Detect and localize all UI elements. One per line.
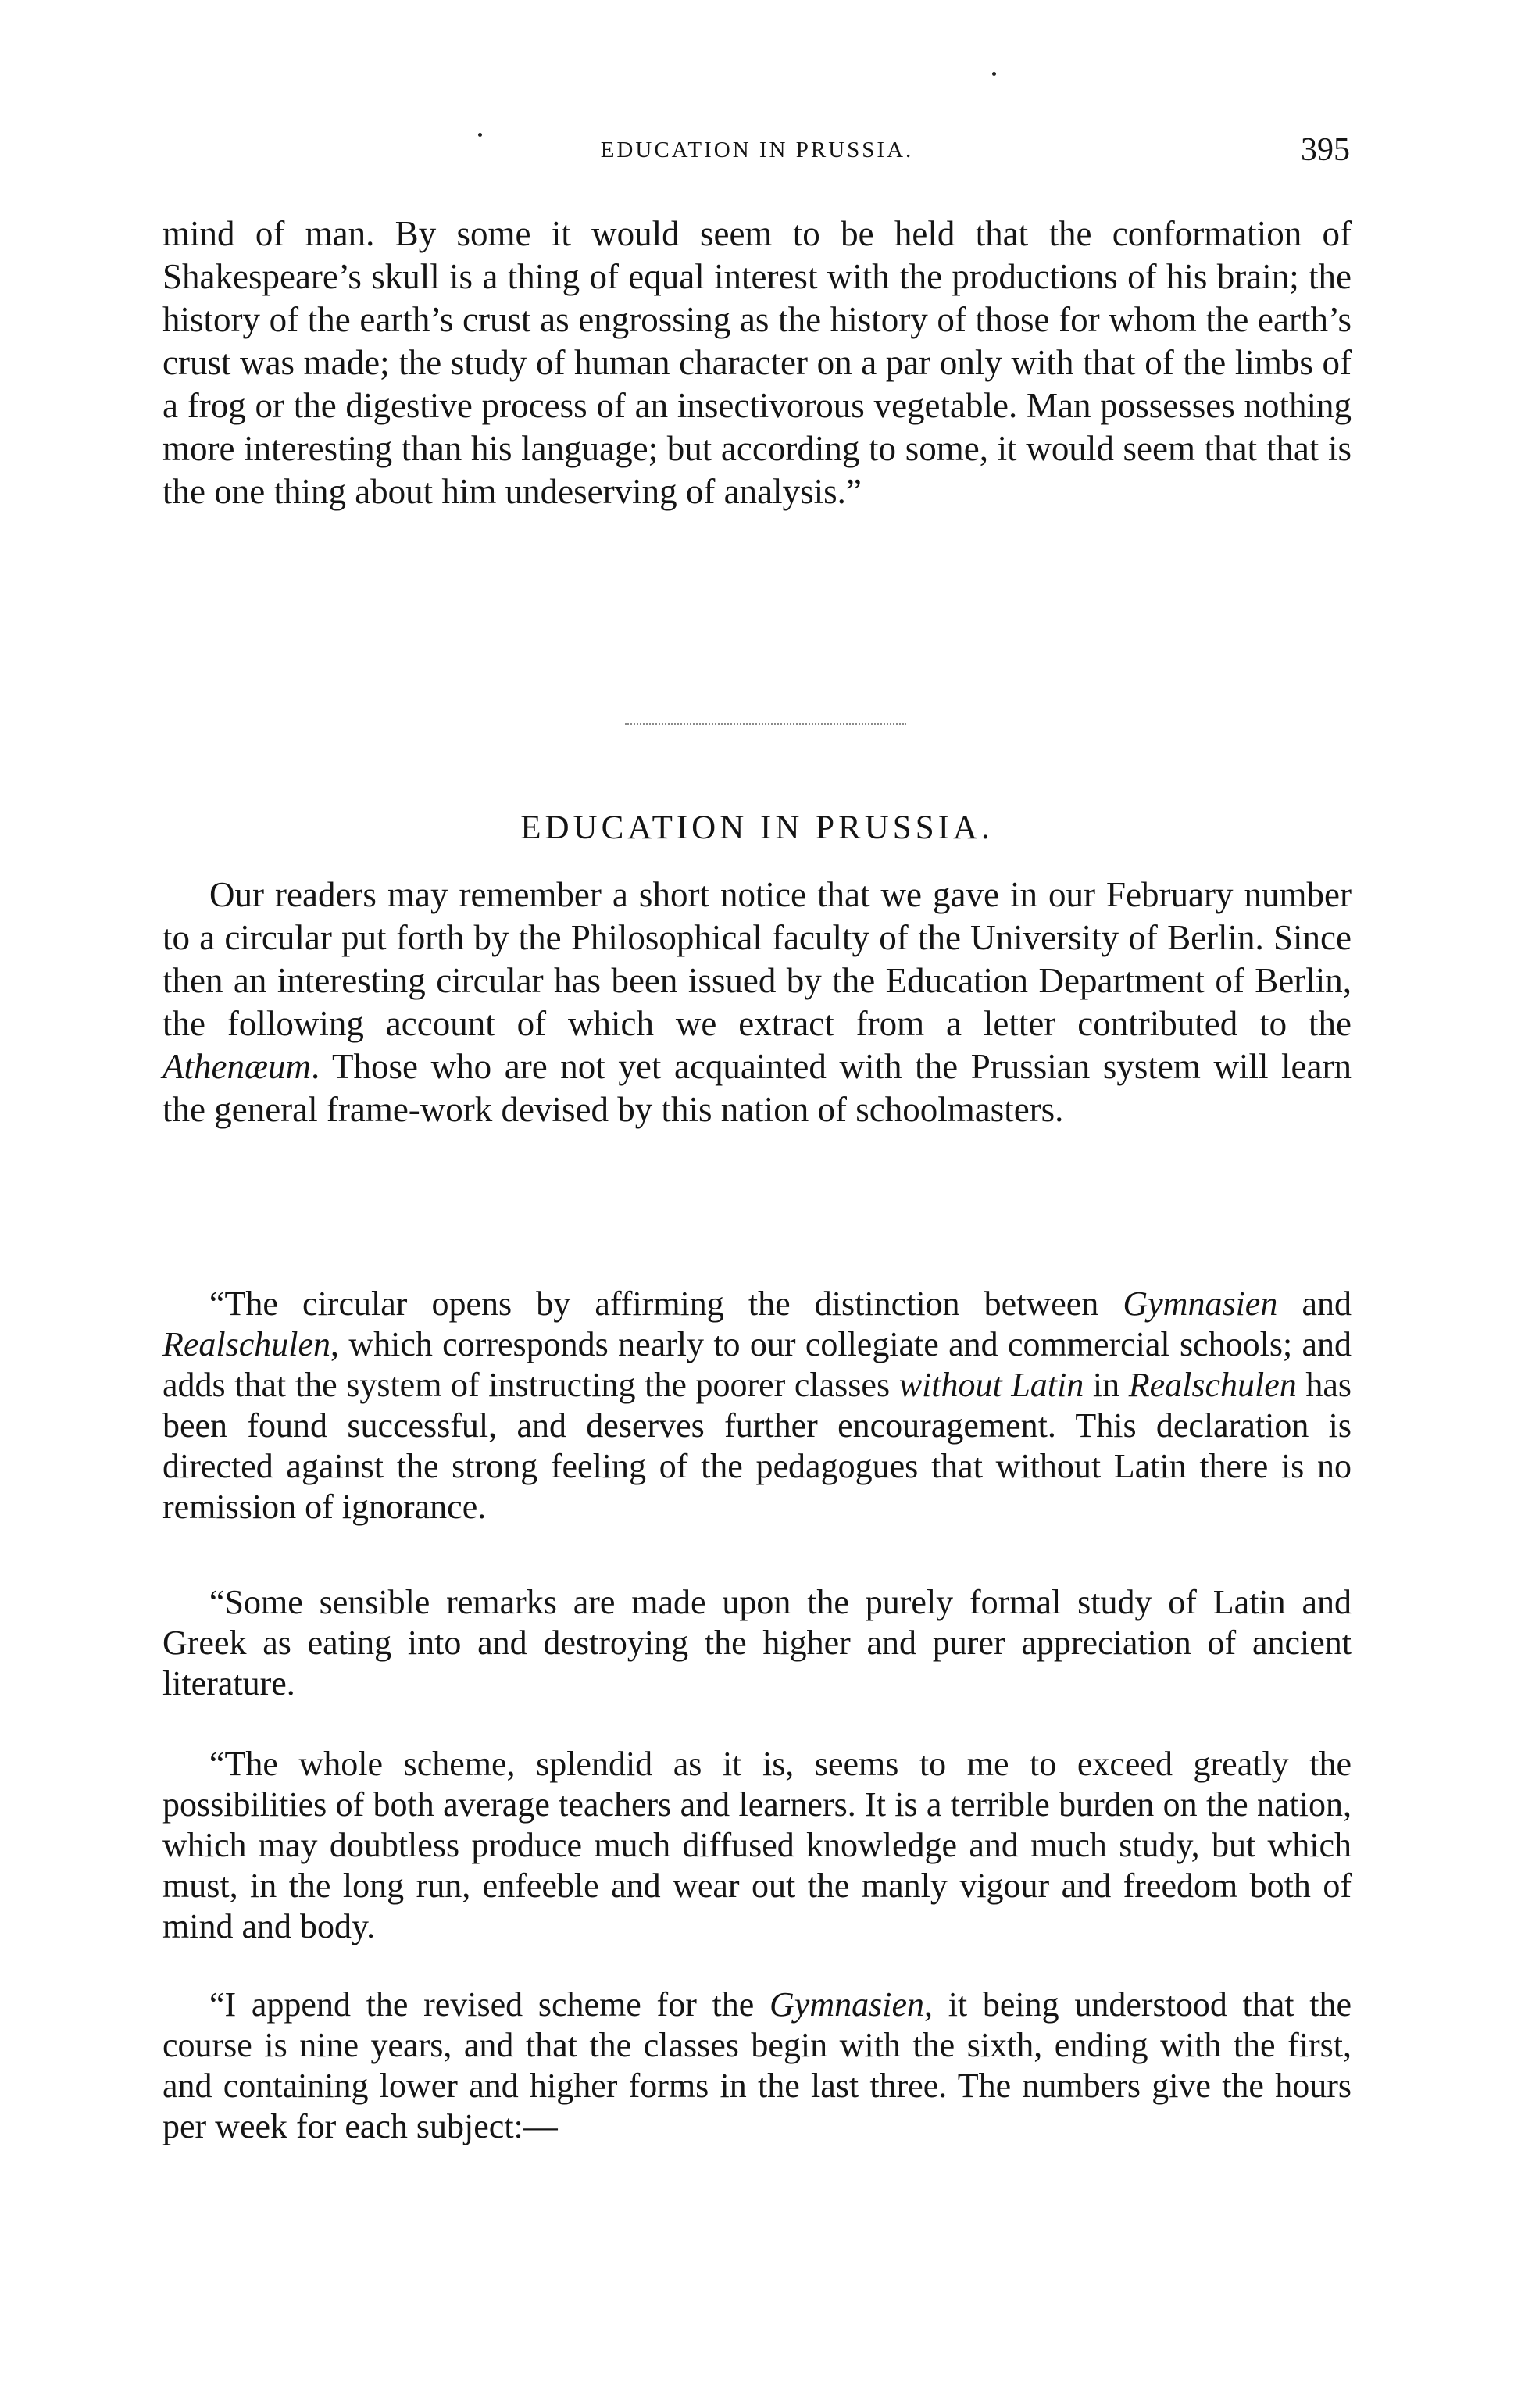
text-run: , it being understood that the course is nine years, and that the classes begin with the sixth, ending with the first, and containing lower and higher forms in the last three. The numbers give the hours per week for each subject:— xyxy=(162,1985,1352,2145)
continued-quotation xyxy=(162,213,1352,513)
italic-term: without Latin xyxy=(898,1366,1084,1404)
italic-term: Realschulen xyxy=(162,1325,331,1363)
continuation-paragraph: mind of man. By some it would seem to be held that the conformation of Shakespeare’s skull is a thing of equal interest with the productions of his brain; the history of the earth’s crust as engrossing as the history of those for whom the earth’s crust was made; the study of human character on a par only with that of the limbs of a frog or the digestive process of an insectivorous vegetable. Man possesses nothing more interesting than his language; but according to some, it would seem that that is the one thing about him undeserving of analysis.” xyxy=(162,214,1352,511)
paragraph-text: “Some sensible remarks are made upon the purely formal study of Latin and Greek as eating into and destroying the higher and purer appreciation of ancient literature. xyxy=(162,1583,1352,1702)
text-run: in xyxy=(1084,1366,1129,1404)
page-number: 395 xyxy=(1301,132,1350,168)
paragraph-text: “The whole scheme, splendid as it is, seems to me to exceed greatly the possibilities of both average teachers and learners. It is a terrible burden on the nation, which may doubtless produce much diffused knowledge and much study, but which must, in the long run, enfeeble and wear out the manly vigour and freedom both of mind and body. xyxy=(162,1745,1352,1945)
intro-text-2: . Those who are not yet acquainted with the Prussian system will learn the general frame-work devised by this nation of schoolmasters. xyxy=(162,1047,1352,1129)
section-divider xyxy=(625,723,906,725)
print-speck xyxy=(478,133,482,137)
italic-term: Gymnasien xyxy=(769,1985,924,2024)
journal-title: Athenæum xyxy=(162,1047,311,1086)
text-run: , which corresponds nearly to our collegiate and commercial schools; and adds that the system of instructing the poorer classes xyxy=(162,1325,1352,1404)
print-speck xyxy=(992,72,996,76)
italic-term: Realschulen xyxy=(1128,1366,1297,1404)
text-run: and xyxy=(1277,1284,1352,1323)
intro-paragraph xyxy=(162,874,1352,1131)
quoted-paragraph-circular xyxy=(162,1284,1352,1527)
text-run: “I append the revised scheme for the xyxy=(209,1985,770,2024)
intro-text-1: Our readers may remember a short notice that we gave in our February number to a circular put forth by the Philosophical faculty of the University of Berlin. Since then an interesting circular has been issued by the Education Department of Berlin, the following account of which we extract from a letter contributed to the xyxy=(162,875,1352,1043)
quoted-paragraph-latin-greek xyxy=(162,1582,1352,1704)
quoted-paragraph-revised-scheme xyxy=(162,1985,1352,2147)
italic-term: Gymnasien xyxy=(1123,1284,1278,1323)
text-run: has been found successful, and deserves further encouragement. This declaration is directed against the strong feeling of the pedagogues that without Latin there is no remission of ignorance. xyxy=(162,1366,1352,1526)
running-head xyxy=(0,131,1514,170)
quoted-paragraph-scheme xyxy=(162,1744,1352,1947)
section-heading: EDUCATION IN PRUSSIA. xyxy=(520,809,994,846)
text-run: “The circular opens by affirming the distinction between xyxy=(209,1284,1123,1323)
running-title: EDUCATION IN PRUSSIA. xyxy=(600,138,914,163)
